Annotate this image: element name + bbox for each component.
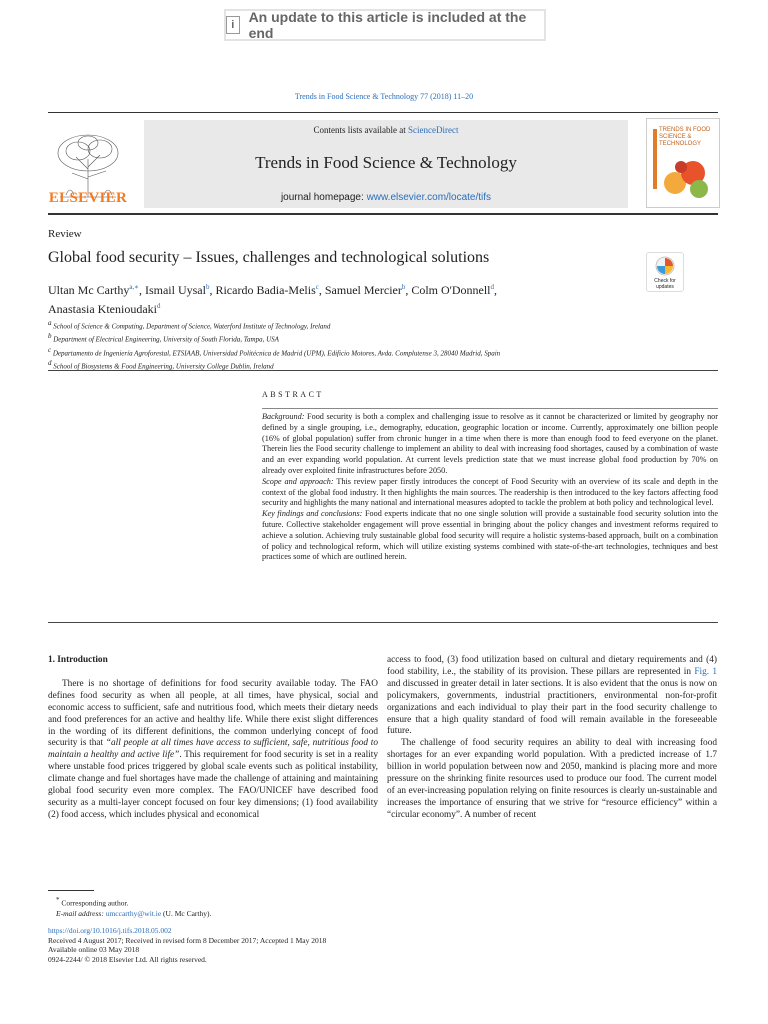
body-paragraph: There is no shortage of definitions for food security available today. The FAO defines food security as when all people, at all times, have physical, social and economic access to sufficient, safe and nutritious food, which meets their dietary needs and food preferences for an active and healthy life. While there exist slight differences in the wording of its different definitions, the common underlying concept of food security is that “all people at all times have access to sufficient, safe, nutritious food to maintain a healthy and active life”. This requirement for food security is set in a reality where unstable food prices triggered by global scale events such as political instability, climate change and fuel shortages have made the challenge of attaining and maintaining global food security even more complex. The FAO/UNICEF have described food security as a multi-layer concept focused on four key dimensions; (1) food availability (2) food access, which includes physical and economical <box>48 678 379 820</box>
author-separator: , <box>405 283 412 297</box>
divider <box>262 408 718 409</box>
affiliation-key: b <box>48 332 52 341</box>
author-affiliation-mark[interactable]: a,∗ <box>129 283 139 291</box>
divider <box>48 213 718 215</box>
article-title: Global food security – Issues, challenges and technological solutions <box>48 249 490 266</box>
abstract-label: Scope and approach: <box>262 476 334 486</box>
doi-link[interactable]: https://doi.org/10.1016/j.tifs.2018.05.002 <box>48 926 172 935</box>
email-link[interactable]: umccarthy@wit.ie <box>105 909 162 918</box>
publisher-logo-text: ELSEVIER <box>48 190 128 206</box>
author-separator: , <box>209 283 216 297</box>
affiliation-key: c <box>48 345 52 354</box>
divider <box>48 890 94 891</box>
journal-homepage: journal homepage: www.elsevier.com/locate/tifs <box>280 192 492 203</box>
affiliation-text: Department of Electrical Engineering, University of South Florida, Tampa, USA <box>53 335 279 344</box>
abstract-paragraph: Food security is both a complex and challenging issue to resolve as it cannot be characterized or limited by geography nor defined by a single grouping, i.e., demography, education, geographic location or income. Currently, approximately one billion people (16% of global population) suffer from chronic hunger in a time when there is more than enough food to feed everyone on the planet. Therein lies the Food security challenge to implement an ability to deal with increasing food shortages, caused by a combination of waste and an ever expanding world population. At current levels prediction state that we must increase global food production by 70% on already over exploited finite infrastructures before 2050. <box>262 412 718 475</box>
affiliation-key: a <box>48 319 52 327</box>
author-name: Ricardo Badia-Melis <box>215 283 316 297</box>
affiliation-text: School of Science & Computing, Department of Science, Waterford Institute of Technology, Ireland <box>53 322 331 331</box>
author-list <box>48 279 638 317</box>
sciencedirect-link[interactable]: ScienceDirect <box>408 125 459 135</box>
author-name: Ultan Mc Carthy <box>48 283 130 297</box>
abstract-label: Background: <box>262 412 305 421</box>
update-banner[interactable] <box>224 9 546 41</box>
author-name: Ismail Uysal <box>144 283 206 297</box>
body-column-right <box>387 655 717 822</box>
fruit-illustration-icon <box>661 153 713 201</box>
abstract-paragraph: This review paper firstly introduces the concept of Food Security with an overview of its scale and depth in the context of the global food industry. It then highlights the main sources. The readership is then introduced to the key factors affecting food security and highlights the many national and international measures adopted to tackle the problem at both policy and technological level. <box>262 476 718 508</box>
affiliation-list <box>48 318 500 371</box>
update-banner-text: An update to this article is included at the end <box>248 9 527 41</box>
figure-link[interactable]: Fig. 1 <box>694 666 717 677</box>
crossmark-icon <box>655 256 675 276</box>
copyright: 0924-2244/ © 2018 Elsevier Ltd. All rights reserved. <box>48 954 207 964</box>
article-type: Review <box>48 228 82 240</box>
author-affiliation-mark[interactable]: b <box>205 283 210 291</box>
body-paragraph: The challenge of food security requires an ability to deal with increasing food shortages for an ever expanding world population. With a predicted increase of 1.7 billion in world population between now and 2050, mankind is placing more and more pressure on the shrinking finite resources used to produce our food. The current model of an ever-increasing population relying on finite resources is clearly un-sustainable and increases the importance of ensuring that we strive for “resource efficiency” within a “circular economy”. A number of recent <box>387 738 717 820</box>
crossmark-label: Check for updates <box>654 278 676 290</box>
contents-line: Contents lists available at ScienceDirect <box>313 125 459 135</box>
abstract-text <box>262 412 718 563</box>
affiliation-key: d <box>48 358 52 367</box>
check-for-updates-button[interactable] <box>646 252 684 292</box>
affiliation-text: Departamento de Ingeniería Agroforestal, ETSIAAB, Universidad Politécnica de Madrid (UPM), Edificio Motores, Avda. Complutense 3, 28040 Madrid, Spain <box>52 348 501 357</box>
body-paragraph: access to food, (3) food utilization based on cultural and dietary requirements and (4) food stability, i.e., the stability of its provision. These pillars are represented in Fig. 1 and discussed in greater detail in later sections. It is also evident that the onus is now on policymakers, governments, industrial practitioners, environmental non-for-profit organizations and each individual to play their part in the food security challenge to ensure that a high quality standard of food will remain available in the foreseeable future. <box>387 655 717 737</box>
divider <box>48 112 718 113</box>
author-separator: , <box>318 283 325 297</box>
author-name: Samuel Mercier <box>324 283 402 297</box>
homepage-link[interactable]: www.elsevier.com/locate/tifs <box>366 192 492 203</box>
author-separator: , <box>138 283 145 297</box>
author-name: Anastasia Ktenioudaki <box>48 302 157 316</box>
affiliation-text: School of Biosystems & Food Engineering, University College Dublin, Ireland <box>53 362 274 371</box>
affiliation <box>48 331 500 344</box>
author-separator: , <box>494 283 498 297</box>
affiliation <box>48 345 500 358</box>
article-meta <box>48 926 326 964</box>
section-heading: 1. Introduction <box>48 655 108 665</box>
abstract-heading: ABSTRACT <box>262 390 324 399</box>
quoted-definition: “all people at all times have access to sufficient, safe, nutritious food to maintain a healthy and active life” <box>48 738 379 761</box>
author-affiliation-mark[interactable]: d <box>490 283 495 291</box>
author-affiliation-mark[interactable]: b <box>401 283 406 291</box>
affiliation <box>48 318 500 331</box>
divider <box>48 622 718 623</box>
cover-title: TRENDS IN FOOD SCIENCE & TECHNOLOGY <box>659 127 711 147</box>
footnote: * Corresponding author. E-mail address: umccarthy@wit.ie (U. Mc Carthy). <box>56 896 212 918</box>
online-date: Available online 03 May 2018 <box>48 945 140 955</box>
history-dates: Received 4 August 2017; Received in revised form 8 December 2017; Accepted 1 May 2018 <box>48 935 327 945</box>
abstract-paragraph: Food experts indicate that no one single solution will provide a sustainable food security solution into the future. Collective stakeholder engagement will prove essential in bringing about the policy changes and investment reforms required to achieve a solution. Achieving truly sustainable global food security will require a holistic systems-based approach, built on a combination of policy and technological reform, which will utilize existing systems combined with state-of-the-art technologies, techniques and best practices some of which are outlined herein. <box>262 509 719 562</box>
author-affiliation-mark[interactable]: c <box>315 283 319 291</box>
divider <box>48 370 718 371</box>
info-icon: i <box>226 16 240 34</box>
author-name: Colm O'Donnell <box>411 283 491 297</box>
journal-header <box>144 120 628 208</box>
cover-stripe <box>653 129 657 189</box>
journal-title: Trends in Food Science & Technology <box>255 153 517 172</box>
journal-citation[interactable]: Trends in Food Science & Technology 77 (2018) 11–20 <box>294 92 474 101</box>
body-column-left <box>48 655 378 822</box>
journal-cover-image <box>646 118 720 208</box>
author-affiliation-mark[interactable]: d <box>156 302 161 310</box>
abstract-label: Key findings and conclusions: <box>262 509 363 519</box>
